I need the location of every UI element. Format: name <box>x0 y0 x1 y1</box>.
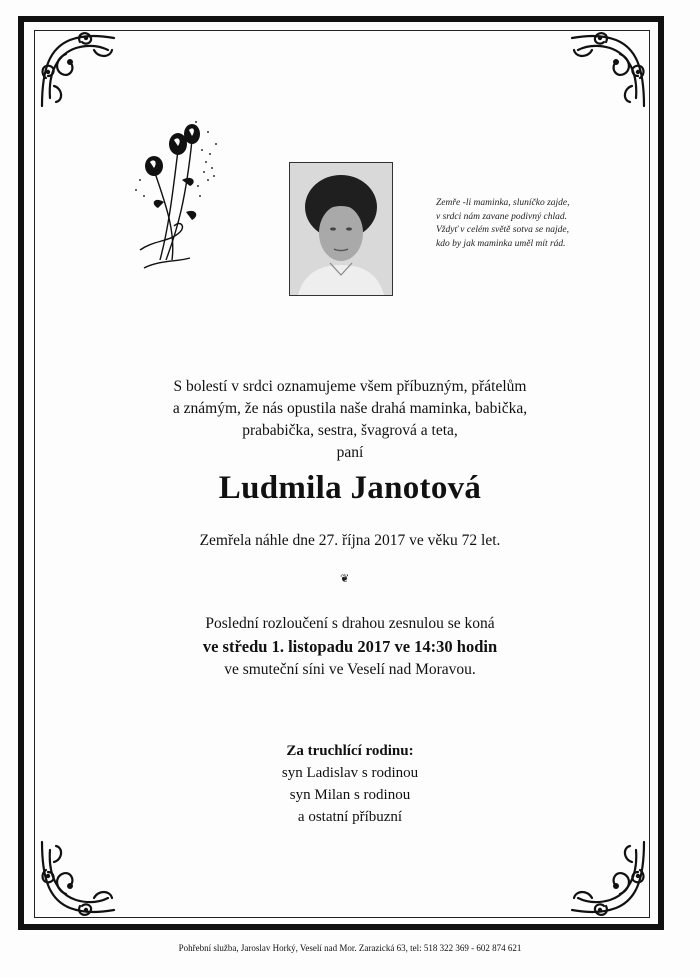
poem-line: kdo by jak maminka uměl mít rád. <box>436 238 566 249</box>
flower-bouquet-icon <box>120 110 230 280</box>
announcement-line: paní <box>336 444 364 461</box>
death-info: Zemřela náhle dne 27. října 2017 ve věku 72 let. <box>199 532 501 549</box>
family-member: syn Ladislav s rodinou <box>281 765 419 781</box>
poem-line: v srdci nám zavane podivný chlad. <box>436 211 568 222</box>
family-member: syn Milan s rodinou <box>289 787 411 803</box>
poem <box>436 197 626 251</box>
funeral-info <box>40 612 660 681</box>
poem-line: Vždyť v celém světě sotva se najde, <box>436 225 569 235</box>
family-signature <box>40 740 660 828</box>
family-heading: Za truchlící rodinu: <box>286 743 414 759</box>
announcement-text <box>40 376 660 464</box>
leaf-ornament-icon: ❦ <box>340 573 350 585</box>
corner-ornament-icon <box>36 836 120 920</box>
announcement-line: prababička, sestra, švagrová a teta, <box>242 422 458 439</box>
announcement-line: S bolestí v srdci oznamujeme všem příbuzným, přátelům <box>173 378 527 395</box>
announcement-line: a známým, že nás opustila naše drahá maminka, babička, <box>172 400 528 417</box>
portrait-photo <box>289 162 393 296</box>
footer-contact: Pohřební služba, Jaroslav Horký, Veselí nad Mor. Zarazická 63, tel: 518 322 369 - 602 874 621 <box>178 943 522 953</box>
deceased-name: Ludmila Janotová <box>218 470 482 506</box>
corner-ornament-icon <box>36 28 120 112</box>
corner-ornament-icon <box>566 836 650 920</box>
poem-line: Zemře -li maminka, sluníčko zajde, <box>436 198 570 208</box>
funeral-line: Poslední rozloučení s drahou zesnulou se koná <box>205 615 495 632</box>
family-member: a ostatní příbuzní <box>297 809 403 825</box>
funeral-place: ve smuteční síni ve Veselí nad Moravou. <box>224 661 476 678</box>
funeral-date: ve středu 1. listopadu 2017 ve 14:30 hodin <box>202 637 498 656</box>
corner-ornament-icon <box>566 28 650 112</box>
